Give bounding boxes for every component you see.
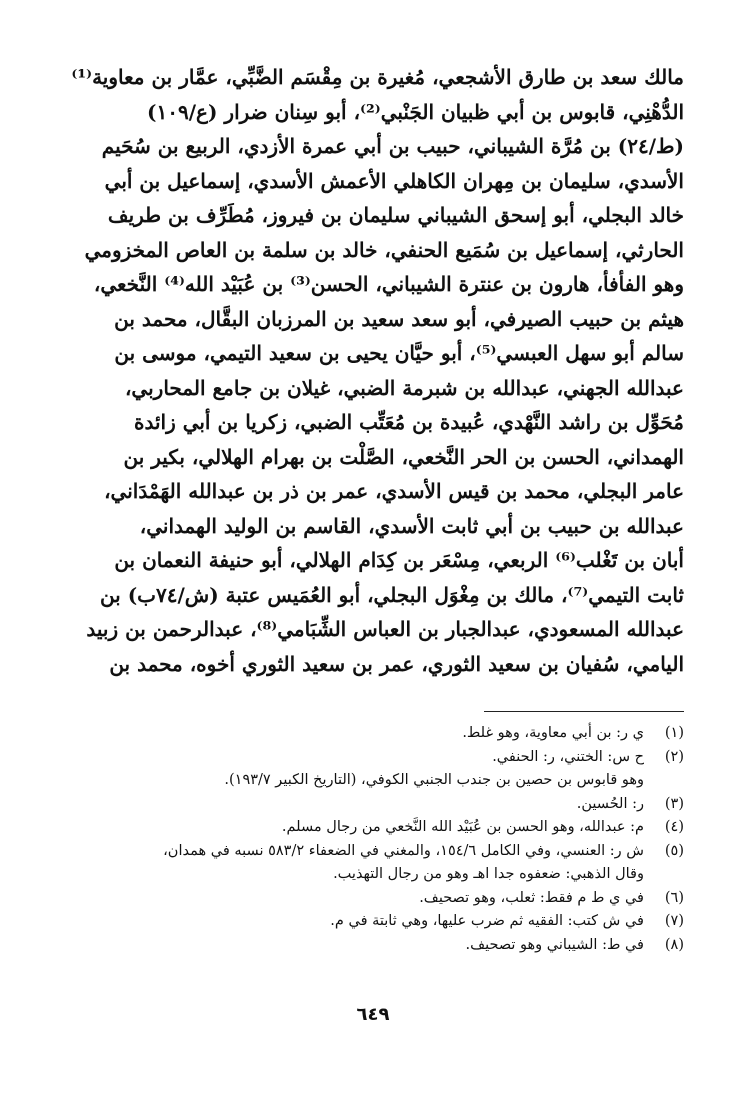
footnote-text: في ش كتب: الفقيه ثم ضرب عليها، وهي ثابتة في م. bbox=[330, 913, 644, 929]
text-line: الأسدي، سليمان بن مِهران الكاهلي الأعمش الأسدي، إسماعيل بن أبي bbox=[104, 168, 684, 193]
footnote-number: (٧) bbox=[664, 913, 684, 929]
text-line: ثابت التيمي⁽⁷⁾، مالك بن مِغْوَل البجلي، أبو العُمَيس عتبة (ش/٧٤ب) بن bbox=[99, 582, 684, 607]
text-line: مالك سعد بن طارق الأشجعي، مُغيرة بن مِقْسَم الضَّبِّي، عمَّار بن معاوية⁽¹⁾ bbox=[71, 65, 684, 89]
text-line: مُحَوِّل بن راشد النَّهْدي، عُبيدة بن مُعَتِّب الضبي، زكريا بن أبي زائدة bbox=[133, 410, 684, 434]
text-line: اليامي، سُفيان بن سعيد الثوري، عمر بن سعيد الثوري أخوه، محمد بن bbox=[109, 651, 684, 676]
footnote-number: (٢) bbox=[664, 748, 684, 765]
footnote-number: (٤) bbox=[664, 819, 684, 835]
text-line: عامر البجلي، محمد بن قيس الأسدي، عمر بن ذر بن عبدالله الهَمْدَاني، bbox=[104, 479, 684, 503]
footnote-8 bbox=[72, 934, 684, 958]
text-line: خالد البجلي، أبو إسحق الشيباني سليمان بن فيروز، مُطَرِّف بن طريف bbox=[107, 203, 684, 227]
footnotes bbox=[72, 722, 684, 957]
footnote-6 bbox=[72, 887, 684, 911]
text-line: الهمداني، الحسن بن الحر النَّخعي، الصَّلْت بن بهرام الهلالي، بكير بن bbox=[123, 444, 684, 469]
footnote-number: (٣) bbox=[664, 795, 684, 812]
page-number: ٦٤٩ bbox=[356, 1004, 390, 1025]
footnote-2-continuation: وهو قابوس بن حصين بن جندب الجنبي الكوفي، (التاريخ الكبير ١٩٣/٧). bbox=[224, 772, 644, 788]
footnote-number: (٦) bbox=[664, 889, 684, 906]
text-line: وهو الفأفأ، هارون بن عنترة الشيباني، الحسن⁽³⁾ بن عُبَيْد الله⁽⁴⁾ النَّخعي، bbox=[93, 272, 684, 296]
text-line: الحارثي، إسماعيل بن سُمَيع الحنفي، خالد بن سلمة بن العاص المخزومي bbox=[84, 237, 684, 262]
footnote-1 bbox=[72, 722, 684, 746]
footnote-text: ر: الحُسين. bbox=[576, 795, 644, 812]
text-line: أبان بن تَغْلب⁽⁶⁾ الربعي، مِسْعَر بن كِدَام الهلالي، أبو حنيفة النعمان بن bbox=[114, 548, 684, 572]
footnote-2 bbox=[72, 746, 684, 770]
footnote-5-continuation: وقال الذهبي: ضعفوه جدا اهـ وهو من رجال التهذيب. bbox=[333, 866, 644, 882]
page-body bbox=[72, 60, 684, 957]
footnote-text: م: عبدالله، وهو الحسن بن عُبَيْد الله النَّخعي من رجال مسلم. bbox=[281, 819, 644, 835]
text-line: الدُّهْنِي، قابوس بن أبي ظبيان الجَنْبي⁽²⁾، أبو سِنان ضرار (ع/١٠٩) bbox=[147, 99, 684, 124]
text-line: عبدالله المسعودي، عبدالجبار بن العباس الشِّبَامي⁽⁸⁾، عبدالرحمن بن زبيد bbox=[86, 617, 684, 641]
footnote-7 bbox=[72, 910, 684, 934]
footnote-text: ش ر: العنسي، وفي الكامل ١٥٤/٦، والمغني في الضعفاء ٥٨٣/٢ نسبه في همدان، bbox=[163, 842, 644, 859]
text-line: سالم أبو سهل العبسي⁽⁵⁾، أبو حيَّان يحيى بن سعيد التيمي، موسى بن bbox=[114, 341, 684, 365]
footnote-text: في ط: الشيباني وهو تصحيف. bbox=[465, 936, 644, 953]
text-line: هيثم بن حبيب الصيرفي، أبو سعد سعيد بن المرزبان البقَّال، محمد بن bbox=[114, 306, 684, 331]
text-line: عبدالله بن حبيب بن أبي ثابت الأسدي، القاسم بن الوليد الهمداني، bbox=[139, 513, 684, 538]
footnote-text: ي ر: بن أبي معاوية، وهو غلط. bbox=[462, 725, 644, 741]
footnote-number: (١) bbox=[664, 725, 684, 741]
footnote-separator bbox=[484, 711, 684, 712]
footnote-number: (٥) bbox=[664, 842, 684, 859]
footnote-text: ح س: الختني، ر: الحنفي. bbox=[492, 748, 644, 765]
footnote-4 bbox=[72, 816, 684, 840]
footnote-5 bbox=[72, 840, 684, 864]
footnote-text: في ي ط م فقط: ثعلب، وهو تصحيف. bbox=[419, 889, 644, 906]
text-line: (ط/٢٤) بن مُرَّة الشيباني، حبيب بن أبي عمرة الأزدي، الربيع بن سُحَيم bbox=[101, 134, 684, 158]
footnote-number: (٨) bbox=[664, 936, 684, 953]
footnote-3 bbox=[72, 793, 684, 817]
main-text bbox=[72, 60, 684, 681]
text-line: عبدالله الجهني، عبدالله بن شبرمة الضبي، غيلان بن جامع المحاربي، bbox=[124, 375, 684, 400]
